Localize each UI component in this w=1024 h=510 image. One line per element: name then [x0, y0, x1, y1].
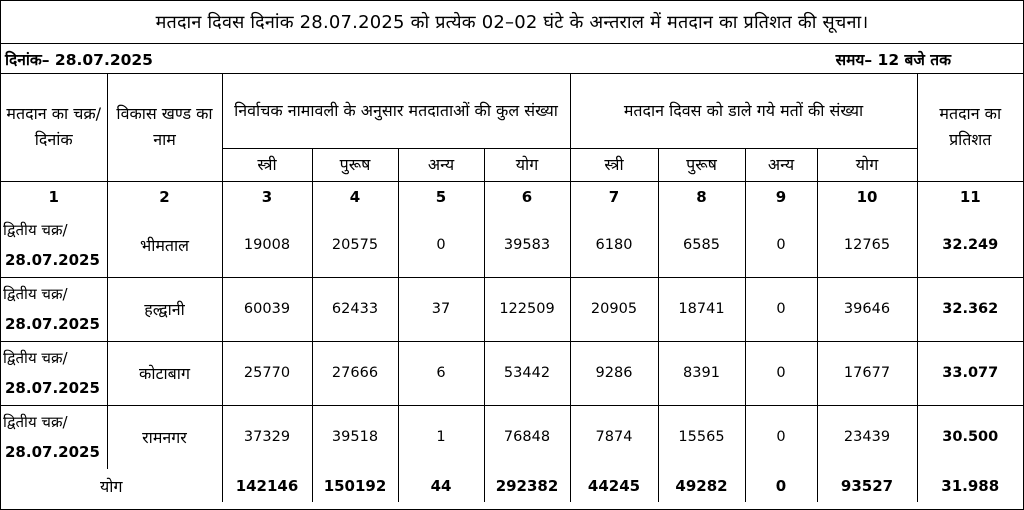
- totals-roll-other: 44: [398, 469, 484, 502]
- table-row: [1, 213, 1023, 277]
- cast-female-cell: 9286: [570, 341, 658, 405]
- cast-female-cell: 7874: [570, 405, 658, 469]
- percent-cell: 33.077: [917, 341, 1023, 405]
- percent-cell: 30.500: [917, 405, 1023, 469]
- cast-total-cell: 23439: [817, 405, 917, 469]
- cycle-label: द्वितीय चक्र/: [3, 413, 68, 432]
- header-cycle-date: मतदान का चक्र/दिनांक: [1, 74, 107, 181]
- header-block-name: विकास खण्ड का नाम: [107, 74, 222, 181]
- report-title: मतदान दिवस दिनांक 28.07.2025 को प्रत्येक 02–02 घंटे के अन्तराल में मतदान का प्रतिशत की सूचना।: [1, 1, 1023, 44]
- totals-cast-female: 44245: [570, 469, 658, 502]
- cycle-label: द्वितीय चक्र/: [3, 220, 68, 239]
- roll-total-cell: 122509: [484, 277, 570, 341]
- cast-other-cell: 0: [745, 213, 817, 277]
- cast-female-cell: 6180: [570, 213, 658, 277]
- cycle-date-cell: [1, 341, 107, 405]
- header-cast-female: स्त्री: [570, 148, 658, 181]
- header-cast-male: पुरूष: [658, 148, 745, 181]
- totals-cast-other: 0: [745, 469, 817, 502]
- header-roll-total: योग: [484, 148, 570, 181]
- totals-percent: 31.988: [917, 469, 1023, 502]
- totals-roll-female: 142146: [222, 469, 312, 502]
- block-name: कोटाबाग: [107, 341, 222, 405]
- roll-female-cell: 25770: [222, 341, 312, 405]
- roll-female-cell: 19008: [222, 213, 312, 277]
- cycle-label: द्वितीय चक्र/: [3, 349, 68, 367]
- roll-male-cell: 27666: [312, 341, 398, 405]
- report-date: दिनांक– 28.07.2025: [5, 50, 153, 69]
- roll-female-cell: 37329: [222, 405, 312, 469]
- totals-cast-total: 93527: [817, 469, 917, 502]
- column-number: 1: [1, 181, 107, 213]
- header-percentage: मतदान का प्रतिशत: [917, 74, 1023, 181]
- roll-male-cell: 62433: [312, 277, 398, 341]
- roll-male-cell: 20575: [312, 213, 398, 277]
- header-electoral-roll-total: निर्वाचक नामावली के अनुसार मतदाताओं की कुल संख्या: [222, 74, 570, 148]
- header-roll-other: अन्य: [398, 148, 484, 181]
- totals-label: योग: [1, 469, 222, 502]
- cast-male-cell: 18741: [658, 277, 745, 341]
- column-number: 2: [107, 181, 222, 213]
- totals-roll-male: 150192: [312, 469, 398, 502]
- header-votes-cast: मतदान दिवस को डाले गये मतों की संख्या: [570, 74, 917, 148]
- column-number: 8: [658, 181, 745, 213]
- cycle-date-cell: [1, 277, 107, 341]
- report-meta: [1, 44, 1023, 74]
- column-number: 7: [570, 181, 658, 213]
- cast-male-cell: 8391: [658, 341, 745, 405]
- roll-other-cell: 37: [398, 277, 484, 341]
- column-number: 11: [917, 181, 1023, 213]
- report-time: समय– 12 बजे तक: [835, 50, 951, 69]
- header-roll-female: स्त्री: [222, 148, 312, 181]
- cast-total-cell: 12765: [817, 213, 917, 277]
- cycle-date: 28.07.2025: [5, 315, 100, 333]
- column-number: 9: [745, 181, 817, 213]
- roll-male-cell: 39518: [312, 405, 398, 469]
- cycle-date: 28.07.2025: [5, 379, 100, 397]
- roll-other-cell: 6: [398, 341, 484, 405]
- cast-other-cell: 0: [745, 405, 817, 469]
- cast-male-cell: 15565: [658, 405, 745, 469]
- roll-other-cell: 1: [398, 405, 484, 469]
- cast-total-cell: 17677: [817, 341, 917, 405]
- cycle-date: 28.07.2025: [5, 443, 100, 462]
- percent-cell: 32.249: [917, 213, 1023, 277]
- block-name: हल्द्वानी: [107, 277, 222, 341]
- voting-table: [1, 74, 1023, 502]
- block-name: रामनगर: [107, 405, 222, 469]
- roll-total-cell: 53442: [484, 341, 570, 405]
- table-row: [1, 341, 1023, 405]
- roll-other-cell: 0: [398, 213, 484, 277]
- cast-other-cell: 0: [745, 277, 817, 341]
- column-number: 5: [398, 181, 484, 213]
- table-row: [1, 405, 1023, 469]
- cycle-date-cell: [1, 405, 107, 469]
- roll-female-cell: 60039: [222, 277, 312, 341]
- cast-total-cell: 39646: [817, 277, 917, 341]
- cast-male-cell: 6585: [658, 213, 745, 277]
- header-cast-other: अन्य: [745, 148, 817, 181]
- roll-total-cell: 39583: [484, 213, 570, 277]
- percent-cell: 32.362: [917, 277, 1023, 341]
- column-number: 10: [817, 181, 917, 213]
- table-row: [1, 277, 1023, 341]
- column-number: 3: [222, 181, 312, 213]
- header-cast-total: योग: [817, 148, 917, 181]
- totals-roll-total: 292382: [484, 469, 570, 502]
- cycle-date: 28.07.2025: [5, 250, 100, 269]
- header-roll-male: पुरूष: [312, 148, 398, 181]
- totals-row: [1, 469, 1023, 502]
- column-number: 4: [312, 181, 398, 213]
- cast-other-cell: 0: [745, 341, 817, 405]
- cycle-date-cell: [1, 213, 107, 277]
- block-name: भीमताल: [107, 213, 222, 277]
- cast-female-cell: 20905: [570, 277, 658, 341]
- column-number: 6: [484, 181, 570, 213]
- totals-cast-male: 49282: [658, 469, 745, 502]
- cycle-label: द्वितीय चक्र/: [3, 285, 68, 303]
- roll-total-cell: 76848: [484, 405, 570, 469]
